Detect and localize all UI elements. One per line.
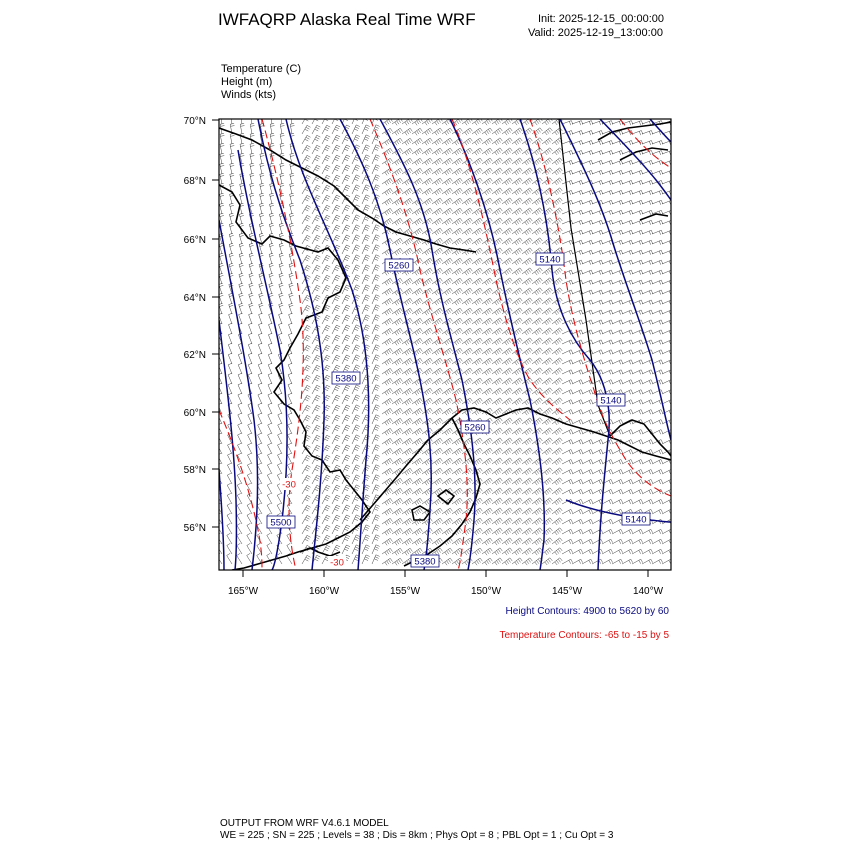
temperature-contour [262, 119, 303, 570]
lat-tick-label: 70°N [183, 116, 206, 127]
wind-barb [217, 114, 673, 566]
temperature-label-1 [280, 478, 298, 491]
lat-tick-label: 62°N [183, 350, 206, 361]
model-info-line1: OUTPUT FROM WRF V4.6.1 MODEL [220, 818, 389, 829]
height-label-2 [536, 253, 564, 266]
map-title: IWFAQRP Alaska Real Time WRF [218, 10, 476, 29]
lon-tick-label: 155°W [389, 586, 421, 597]
height-label-text: 5380 [335, 373, 357, 385]
temperature-label-text: -30 [330, 557, 344, 569]
latitude-ticks [184, 116, 206, 534]
height-contour [520, 119, 609, 570]
coastlines [219, 122, 671, 570]
longitude-ticks [228, 586, 664, 597]
height-contour [286, 119, 369, 570]
lon-tick-label: 140°W [632, 586, 664, 597]
init-time: Init: 2025-12-15_00:00:00 [538, 13, 664, 25]
lon-tick-label: 165°W [227, 586, 259, 597]
lon-tick-label: 145°W [551, 586, 583, 597]
valid-time: Valid: 2025-12-19_13:00:00 [528, 27, 663, 39]
temperature-label-text: -30 [282, 479, 296, 491]
lat-tick-label: 60°N [183, 408, 206, 419]
lat-tick-label: 56°N [183, 523, 206, 534]
height-label-3 [332, 372, 360, 385]
height-label-4 [461, 421, 489, 434]
height-label-text: 5140 [539, 254, 561, 266]
model-info-line2: WE = 225 ; SN = 225 ; Levels = 38 ; Dis = 8km ; Phys Opt = 8 ; PBL Opt = 1 ; Cu Opt = 3 [220, 830, 614, 841]
lon-tick-label: 160°W [308, 586, 340, 597]
temperature-contours-legend: Temperature Contours: -65 to -15 by 5 [499, 630, 669, 641]
lat-tick-label: 58°N [183, 465, 206, 476]
height-label-text: 5500 [270, 517, 292, 529]
border-line [559, 119, 610, 436]
height-label-6 [267, 516, 295, 529]
height-label-8 [622, 513, 650, 526]
lat-tick-label: 68°N [183, 176, 206, 187]
height-label-1 [385, 259, 413, 272]
lat-tick-label: 66°N [183, 235, 206, 246]
height-label-text: 5260 [464, 422, 486, 434]
wind-barbs [217, 114, 673, 566]
height-label-text: 5380 [414, 556, 436, 568]
variable-winds: Winds (kts) [221, 89, 276, 101]
height-contours-legend: Height Contours: 4900 to 5620 by 60 [505, 606, 669, 617]
height-label-text: 5140 [600, 395, 622, 407]
lat-tick-label: 64°N [183, 293, 206, 304]
height-label-text: 5260 [388, 260, 410, 272]
height-label-5 [597, 394, 625, 407]
temperature-label-2 [328, 556, 346, 569]
height-label-text: 5140 [625, 514, 647, 526]
height-label-7 [411, 555, 439, 568]
variable-temperature: Temperature (C) [221, 63, 302, 75]
variable-height: Height (m) [221, 76, 273, 88]
lon-tick-label: 150°W [470, 586, 502, 597]
